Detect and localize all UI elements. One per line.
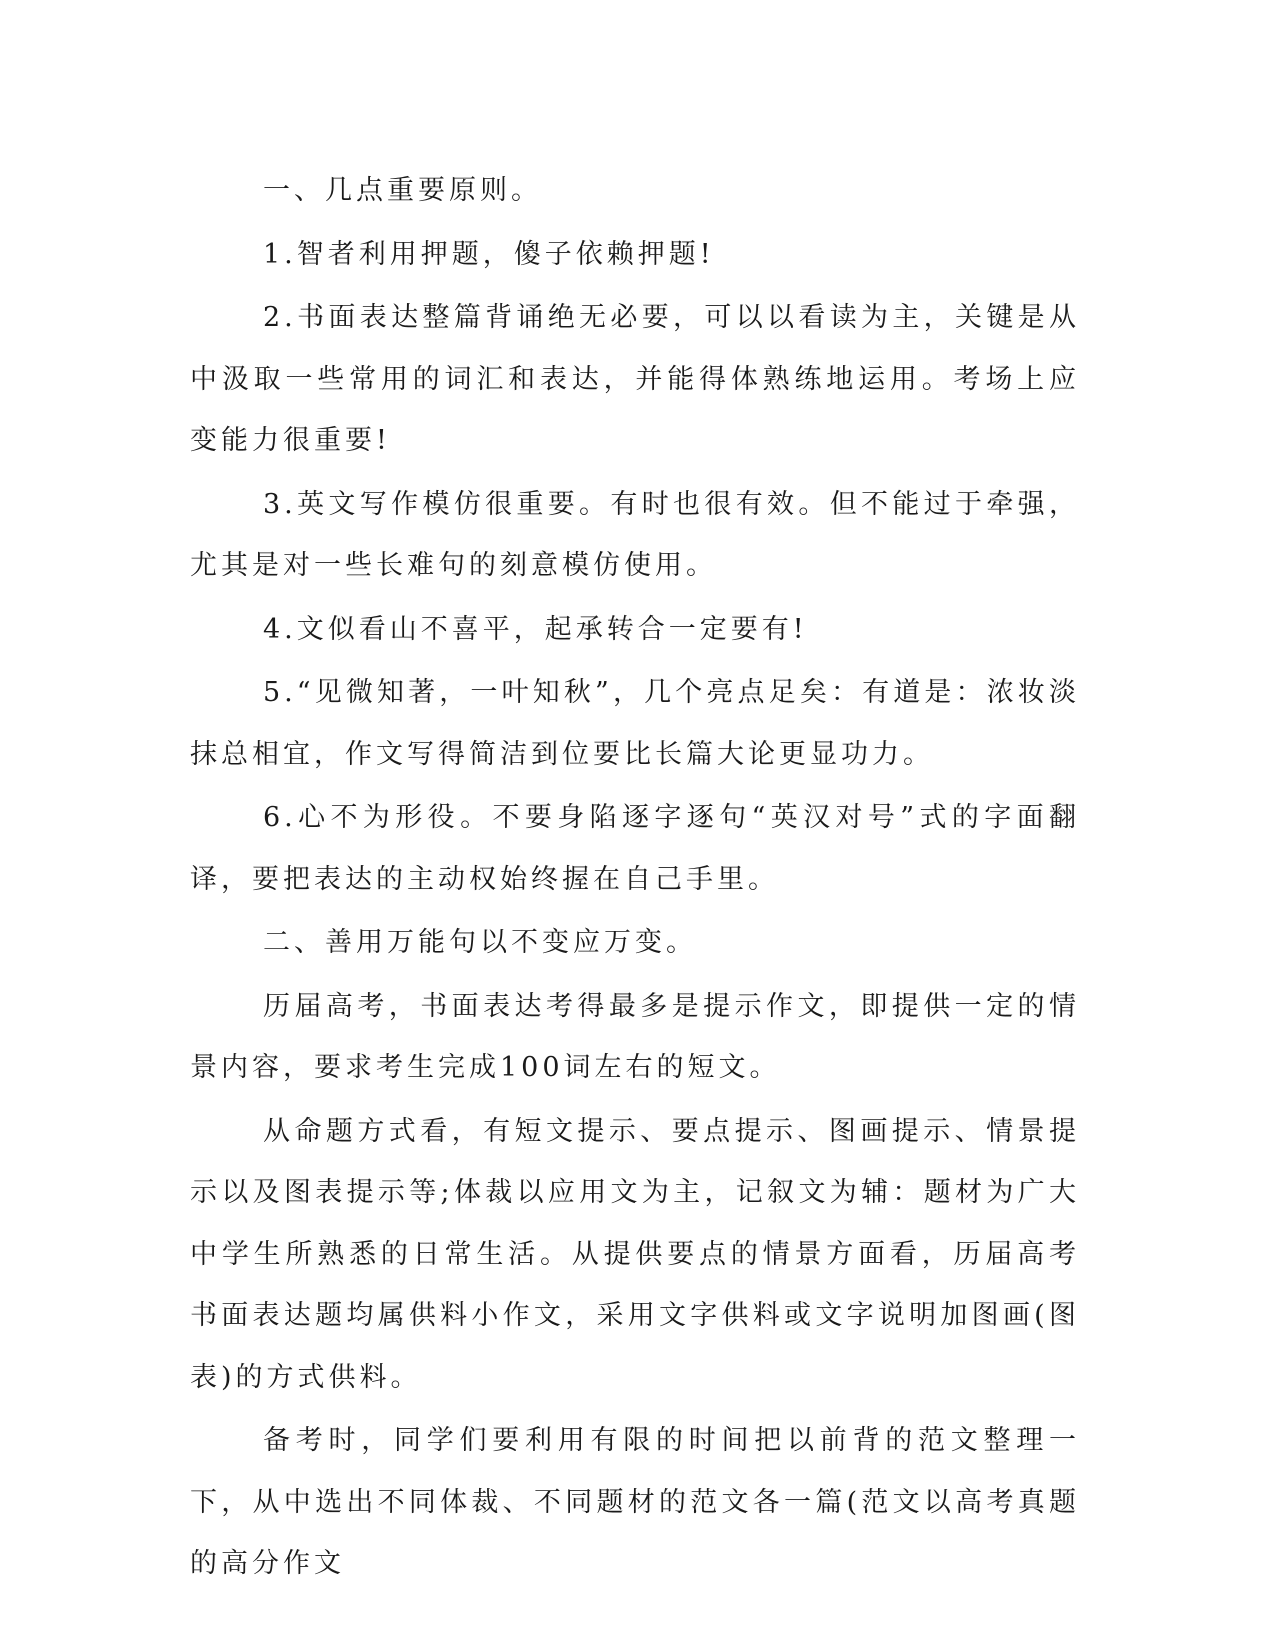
principle-6: 6.心不为形役。不要身陷逐字逐句“英汉对号”式的字面翻译，要把表达的主动权始终握在自己手里。 <box>190 802 1080 895</box>
principle-4: 4.文似看山不喜平，起承转合一定要有! <box>263 613 808 645</box>
principle-5: 5.“见微知著，一叶知秋”，几个亮点足矣：有道是：浓妆淡抹总相宜，作文写得简洁到位要比长篇大论更显功力。 <box>190 677 1080 770</box>
principle-3: 3.英文写作模仿很重要。有时也很有效。但不能过于牵强，尤其是对一些长难句的刻意模仿使用。 <box>190 488 1080 581</box>
body-paragraph: 备考时，同学们要利用有限的时间把以前背的范文整理一下，从中选出不同体裁、不同题材的范文各一篇(范文以高考真题的高分作文 <box>190 1425 1080 1579</box>
principle-1: 1.智者利用押题，傻子依赖押题! <box>263 238 715 270</box>
section-heading-principles: 一、几点重要原则。 <box>263 175 542 206</box>
body-paragraph: 历届高考，书面表达考得最多是提示作文，即提供一定的情景内容，要求考生完成100词左右的短文。 <box>190 990 1080 1083</box>
document-body <box>190 160 1080 1597</box>
principle-2: 2.书面表达整篇背诵绝无必要，可以以看读为主，关键是从中汲取一些常用的词汇和表达，并能得体熟练地运用。考场上应变能力很重要! <box>190 302 1080 456</box>
body-paragraph: 从命题方式看，有短文提示、要点提示、图画提示、情景提示以及图表提示等;体裁以应用文为主，记叙文为辅：题材为广大中学生所熟悉的日常生活。从提供要点的情景方面看，历届高考书面表达题均属供料小作文，采用文字供料或文字说明加图画(图表)的方式供料。 <box>190 1115 1080 1393</box>
section-heading-universal-sentences: 二、善用万能句以不变应万变。 <box>263 927 697 958</box>
